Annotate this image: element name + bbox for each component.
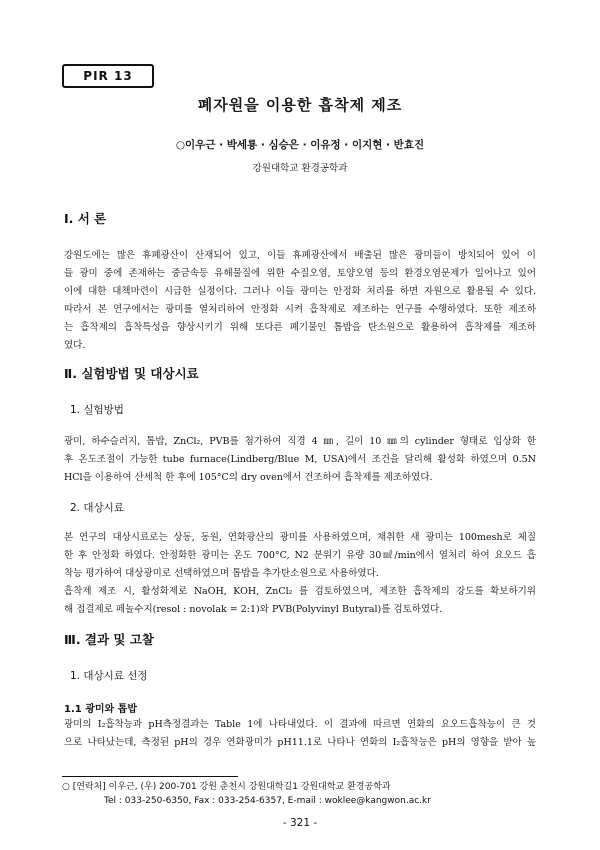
paragraph-line: 흡착제 제조 시, 활성화제로 NaOH, KOH, ZnCl₂ 를 검토하였으며, 제조한 흡착제의 강도를 확보하기위 — [64, 586, 536, 597]
subsubsection-heading-tailings: 1.1 광미와 톱밥 — [64, 704, 137, 715]
paragraph-line: 였다. — [64, 340, 86, 351]
footnote-tel: Tel : 033-250-6350, Fax : 033-254-6357, E-mail : woklee@kangwon.ac.kr — [104, 796, 431, 806]
paragraph-line: 후 온도조절이 가능한 tube furnace(Lindberg/Blue M, USA)에서 조건을 달리해 활성화 하였으며 0.5N — [64, 454, 536, 465]
paragraph-line: 들 광미 중에 존재하는 중금속등 유해물질에 위한 수질오염, 토양오염 등의 환경오염문제가 일어나고 있어 — [64, 268, 536, 279]
paragraph-line: 는 흡착제의 흡착특성을 향상시키기 위해 또다른 폐기물인 톱밥을 탄소원으로 활용하여 흡착제를 제조하 — [64, 322, 536, 333]
paragraph-line: 광미의 I₂흡착능과 pH측정결과는 Table 1에 나타내었다. 이 결과에 따르면 연화의 요오드흡착능이 큰 것 — [64, 719, 536, 730]
paragraph-line: 강원도에는 많은 휴폐광산이 산재되어 있고, 이들 휴폐광산에서 배출된 많은 광미들이 방치되어 있어 이 — [64, 250, 536, 261]
affiliation: 강원대학교 환경공학과 — [252, 163, 348, 174]
paragraph-line: 이에 대한 대책마련이 시급한 실정이다. 그러나 이들 광미는 안정화 처리를 하면 자원으로 활용될 수 있다. — [64, 286, 536, 297]
section-heading-methods: Ⅱ. 실험방법 및 대상시료 — [64, 366, 199, 381]
paragraph-line: 본 연구의 대상시료로는 상동, 동원, 연화광산의 광미를 사용하였으며, 채취한 새 광미는 100mesh로 체질 — [64, 532, 536, 543]
subsection-heading-selection: 1. 대상시료 선정 — [70, 670, 148, 682]
paragraph-line: 따라서 본 연구에서는 광미를 열처리하여 안정화 시켜 흡착제로 제조하는 연구를 수행하였다. 또한 제조하 — [64, 304, 536, 315]
section-heading-intro: Ⅰ. 서 론 — [64, 211, 107, 226]
session-badge: PIR 13 — [62, 64, 154, 88]
paragraph-line: 해 접결제로 페놀수지(resol : novolak = 2:1)와 PVB(Polyvinyl Butyral)를 검토하였다. — [64, 604, 443, 615]
paper-title: 폐자원을 이용한 흡착제 제조 — [197, 96, 403, 114]
paragraph-line: 한 후 안정화 하였다. 안정화한 광미는 온도 700°C, N2 분위기 유량 30㎖/min에서 열처리 하여 요오드 흡 — [64, 550, 536, 561]
subsection-heading-methods: 1. 실험방법 — [70, 404, 124, 416]
page-number: - 321 - — [282, 817, 318, 829]
footnote-contact: ○ [연락처] 이우근, (우) 200-701 강원 춘천시 강원대학길1 강원대학교 환경공학과 — [62, 782, 391, 792]
author-list: ○이우근 · 박세룡 · 심승은 · 이유정 · 이지현 · 반효진 — [175, 139, 425, 151]
paragraph-line: HCl을 이용하여 산세척 한 후에 105°C의 dry oven에서 건조하여 흡착제를 제조하였다. — [64, 472, 433, 483]
paragraph-line: 광미, 하수슬러지, 톱밥, ZnCl₂, PVB를 첨가하여 직경 4 ㎜, 길이 10 ㎜의 cylinder 형태로 입상화 한 — [64, 436, 536, 447]
section-heading-results: Ⅲ. 결과 및 고찰 — [64, 632, 154, 647]
paragraph-line: 으로 나타났는데, 측정된 pH의 경우 연화광미가 pH11.1로 나타나 연화의 I₂흡착능은 pH의 영향을 받아 높 — [64, 737, 536, 748]
paragraph-line: 착능 평가하여 대상광미로 선택하였으며 톱밥을 추가탄소원으로 사용하였다. — [64, 568, 379, 579]
subsection-heading-samples: 2. 대상시료 — [70, 502, 124, 514]
footnote-rule — [62, 776, 238, 777]
